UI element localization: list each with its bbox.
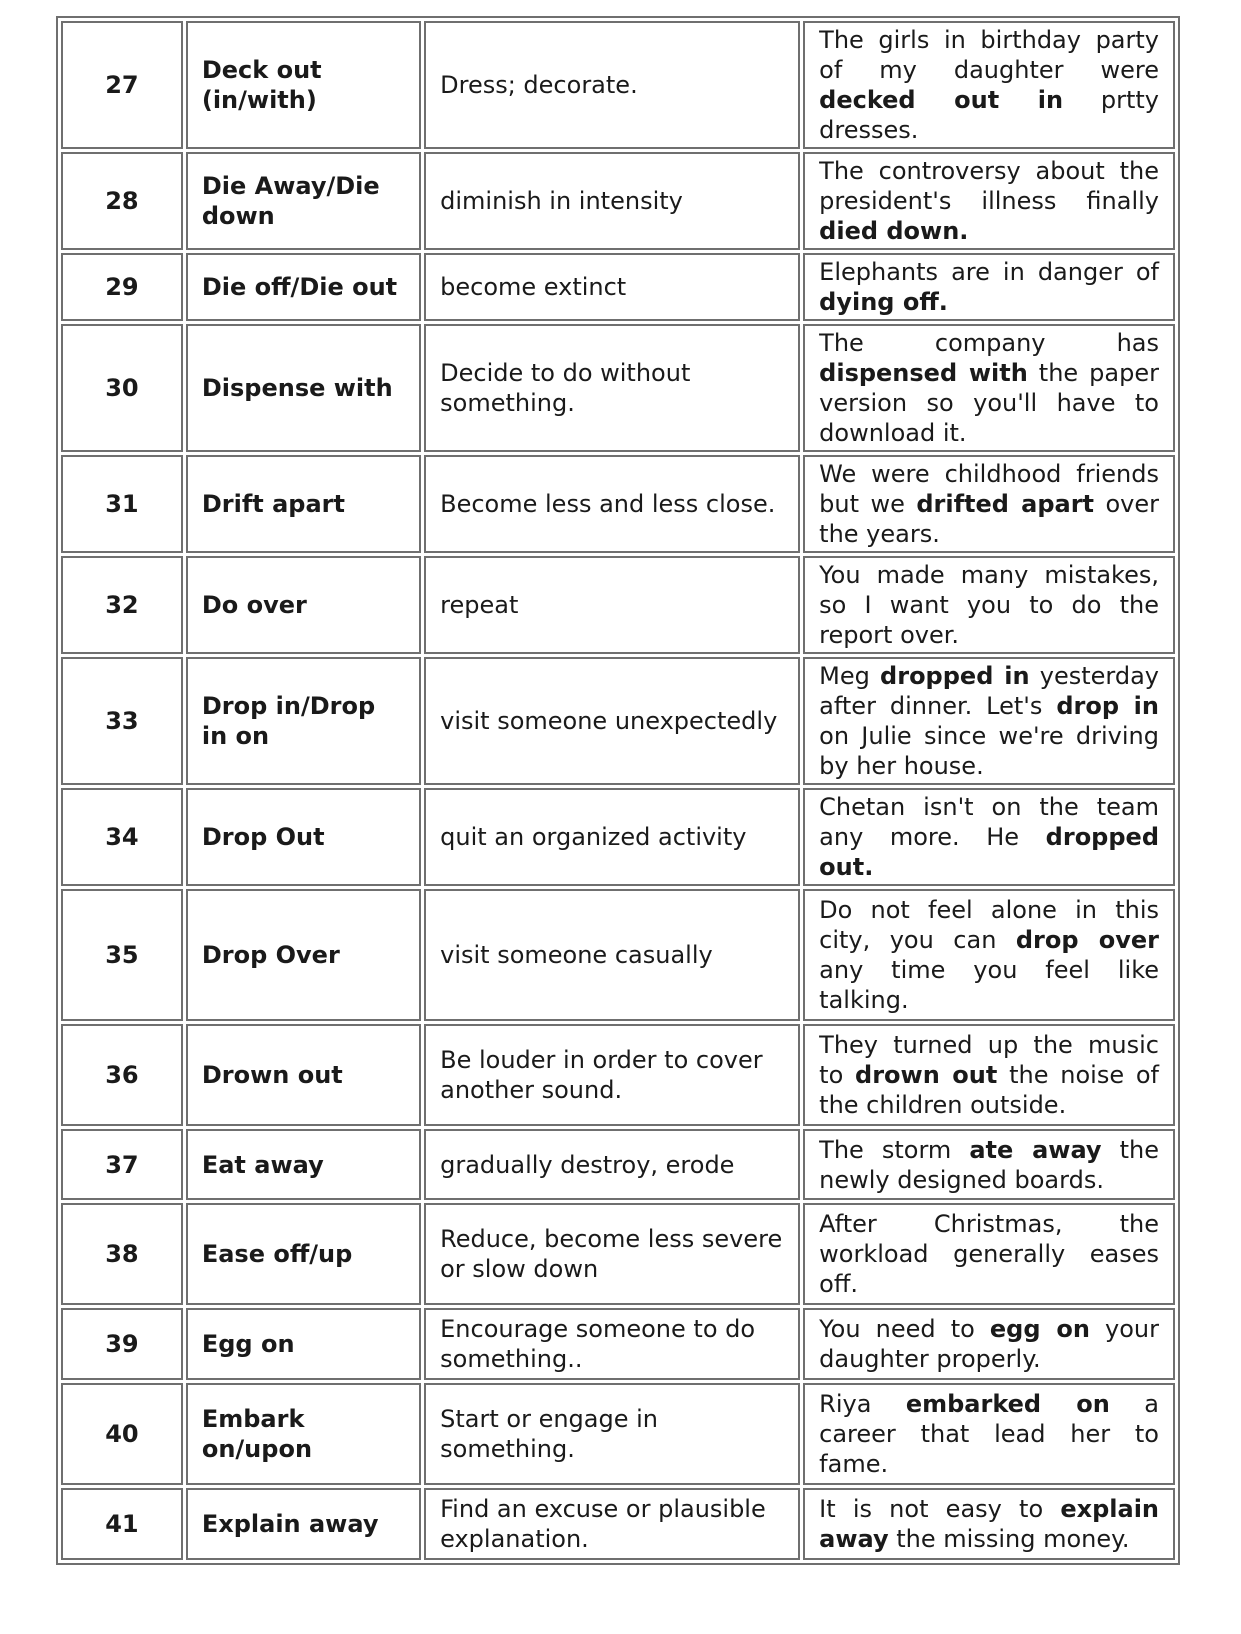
phrasal-verb: Egg on xyxy=(186,1308,421,1380)
highlighted-phrase: embarked on xyxy=(905,1390,1110,1418)
example-sentence xyxy=(803,1488,1175,1560)
row-number: 41 xyxy=(61,1488,183,1560)
verb-meaning: Encourage someone to do something.. xyxy=(424,1308,800,1380)
example-text: Elephants are in danger of xyxy=(819,258,1159,286)
example-text: prtty dresses. xyxy=(819,86,1159,144)
phrasal-verb: Deck out (in/with) xyxy=(186,21,421,149)
row-number: 30 xyxy=(61,324,183,452)
example-sentence xyxy=(803,889,1175,1021)
table-row xyxy=(61,152,1175,250)
phrasal-verb: Eat away xyxy=(186,1129,421,1200)
example-text: Meg xyxy=(819,662,881,690)
phrasal-verbs-table xyxy=(56,16,1180,1565)
highlighted-phrase: drop in xyxy=(1056,692,1159,720)
verb-meaning: visit someone unexpectedly xyxy=(424,657,800,785)
example-sentence xyxy=(803,1383,1175,1485)
table-row xyxy=(61,657,1175,785)
verb-meaning: Start or engage in something. xyxy=(424,1383,800,1485)
phrasal-verb: Dispense with xyxy=(186,324,421,452)
verb-meaning: repeat xyxy=(424,556,800,654)
verb-meaning: become extinct xyxy=(424,253,800,321)
table-row xyxy=(61,1383,1175,1485)
example-text: a career that lead her to fame. xyxy=(819,1390,1159,1478)
example-sentence xyxy=(803,253,1175,321)
example-text: They turned up the music to xyxy=(819,1031,1159,1089)
phrasal-verb: Drop in/Drop in on xyxy=(186,657,421,785)
table-row xyxy=(61,1203,1175,1305)
example-sentence xyxy=(803,324,1175,452)
verb-meaning: Dress; decorate. xyxy=(424,21,800,149)
example-sentence xyxy=(803,788,1175,886)
highlighted-phrase: drown out xyxy=(855,1061,998,1089)
table-row xyxy=(61,1308,1175,1380)
example-text: The girls in birthday party of my daughter were xyxy=(819,26,1159,84)
example-text: Riya xyxy=(819,1390,906,1418)
table-row xyxy=(61,21,1175,149)
example-text: the missing money. xyxy=(888,1525,1130,1553)
row-number: 31 xyxy=(61,455,183,553)
row-number: 40 xyxy=(61,1383,183,1485)
row-number: 29 xyxy=(61,253,183,321)
verb-meaning: Be louder in order to cover another sound. xyxy=(424,1024,800,1126)
table-row xyxy=(61,1024,1175,1126)
example-text: on Julie since we're driving by her house. xyxy=(819,722,1159,780)
example-text: the noise of the children outside. xyxy=(819,1061,1159,1119)
verb-meaning: quit an organized activity xyxy=(424,788,800,886)
example-text: Do not feel alone in this city, you can xyxy=(819,896,1159,954)
highlighted-phrase: egg on xyxy=(989,1315,1090,1343)
example-sentence xyxy=(803,1129,1175,1200)
highlighted-phrase: dropped in xyxy=(880,662,1030,690)
table-row xyxy=(61,324,1175,452)
verb-meaning: Find an excuse or plausible explanation. xyxy=(424,1488,800,1560)
example-text: the paper version so you'll have to download it. xyxy=(819,359,1159,447)
highlighted-phrase: died down. xyxy=(819,217,969,245)
table-row xyxy=(61,1129,1175,1200)
example-text: Chetan isn't on the team any more. He xyxy=(819,793,1159,851)
highlighted-phrase: dropped out. xyxy=(819,823,1159,881)
table-body xyxy=(61,21,1175,1560)
example-sentence xyxy=(803,455,1175,553)
example-sentence xyxy=(803,21,1175,149)
row-number: 27 xyxy=(61,21,183,149)
verb-meaning: diminish in intensity xyxy=(424,152,800,250)
row-number: 34 xyxy=(61,788,183,886)
row-number: 28 xyxy=(61,152,183,250)
table-row xyxy=(61,889,1175,1021)
highlighted-phrase: dispensed with xyxy=(819,359,1028,387)
example-text: your daughter properly. xyxy=(819,1315,1159,1373)
example-text: over the years. xyxy=(819,490,1159,548)
example-text: any time you feel like talking. xyxy=(819,956,1159,1014)
phrasal-verb: Drift apart xyxy=(186,455,421,553)
phrasal-verb: Die off/Die out xyxy=(186,253,421,321)
example-text: yesterday after dinner. Let's xyxy=(819,662,1159,720)
phrasal-verb: Explain away xyxy=(186,1488,421,1560)
table-row xyxy=(61,556,1175,654)
verb-meaning: gradually destroy, erode xyxy=(424,1129,800,1200)
example-text: You made many mistakes, so I want you to do the report over. xyxy=(819,561,1159,649)
verb-meaning: visit someone casually xyxy=(424,889,800,1021)
phrasal-verb: Ease off/up xyxy=(186,1203,421,1305)
example-sentence xyxy=(803,1024,1175,1126)
phrasal-verb: Embark on/upon xyxy=(186,1383,421,1485)
example-text: It is not easy to xyxy=(819,1495,1061,1523)
highlighted-phrase: explain away xyxy=(819,1495,1159,1553)
verb-meaning: Reduce, become less severe or slow down xyxy=(424,1203,800,1305)
row-number: 39 xyxy=(61,1308,183,1380)
row-number: 38 xyxy=(61,1203,183,1305)
verb-meaning: Become less and less close. xyxy=(424,455,800,553)
table-row xyxy=(61,788,1175,886)
row-number: 32 xyxy=(61,556,183,654)
example-text: the newly designed boards. xyxy=(819,1135,1159,1194)
phrasal-verbs-sheet xyxy=(56,16,1180,1565)
verb-meaning: Decide to do without something. xyxy=(424,324,800,452)
example-sentence xyxy=(803,1308,1175,1380)
example-text: The company has xyxy=(819,329,1159,357)
highlighted-phrase: drop over xyxy=(1015,926,1159,954)
row-number: 33 xyxy=(61,657,183,785)
example-text: The storm xyxy=(819,1135,970,1164)
example-sentence xyxy=(803,1203,1175,1305)
example-text: The controversy about the president's illness finally xyxy=(819,157,1159,215)
row-number: 36 xyxy=(61,1024,183,1126)
phrasal-verb: Drop Over xyxy=(186,889,421,1021)
table-row xyxy=(61,1488,1175,1560)
highlighted-phrase: ate away xyxy=(969,1135,1102,1164)
example-sentence xyxy=(803,152,1175,250)
phrasal-verb: Drown out xyxy=(186,1024,421,1126)
example-sentence xyxy=(803,556,1175,654)
example-text: We were childhood friends but we xyxy=(819,460,1159,518)
highlighted-phrase: decked out in xyxy=(819,86,1064,114)
phrasal-verb: Die Away/Die down xyxy=(186,152,421,250)
phrasal-verb: Drop Out xyxy=(186,788,421,886)
example-text: After Christmas, the workload generally eases off. xyxy=(819,1210,1159,1298)
row-number: 35 xyxy=(61,889,183,1021)
phrasal-verb: Do over xyxy=(186,556,421,654)
example-sentence xyxy=(803,657,1175,785)
example-text: You need to xyxy=(819,1315,990,1343)
highlighted-phrase: dying off. xyxy=(819,288,948,316)
highlighted-phrase: drifted apart xyxy=(916,490,1095,518)
row-number: 37 xyxy=(61,1129,183,1200)
table-row xyxy=(61,253,1175,321)
table-row xyxy=(61,455,1175,553)
